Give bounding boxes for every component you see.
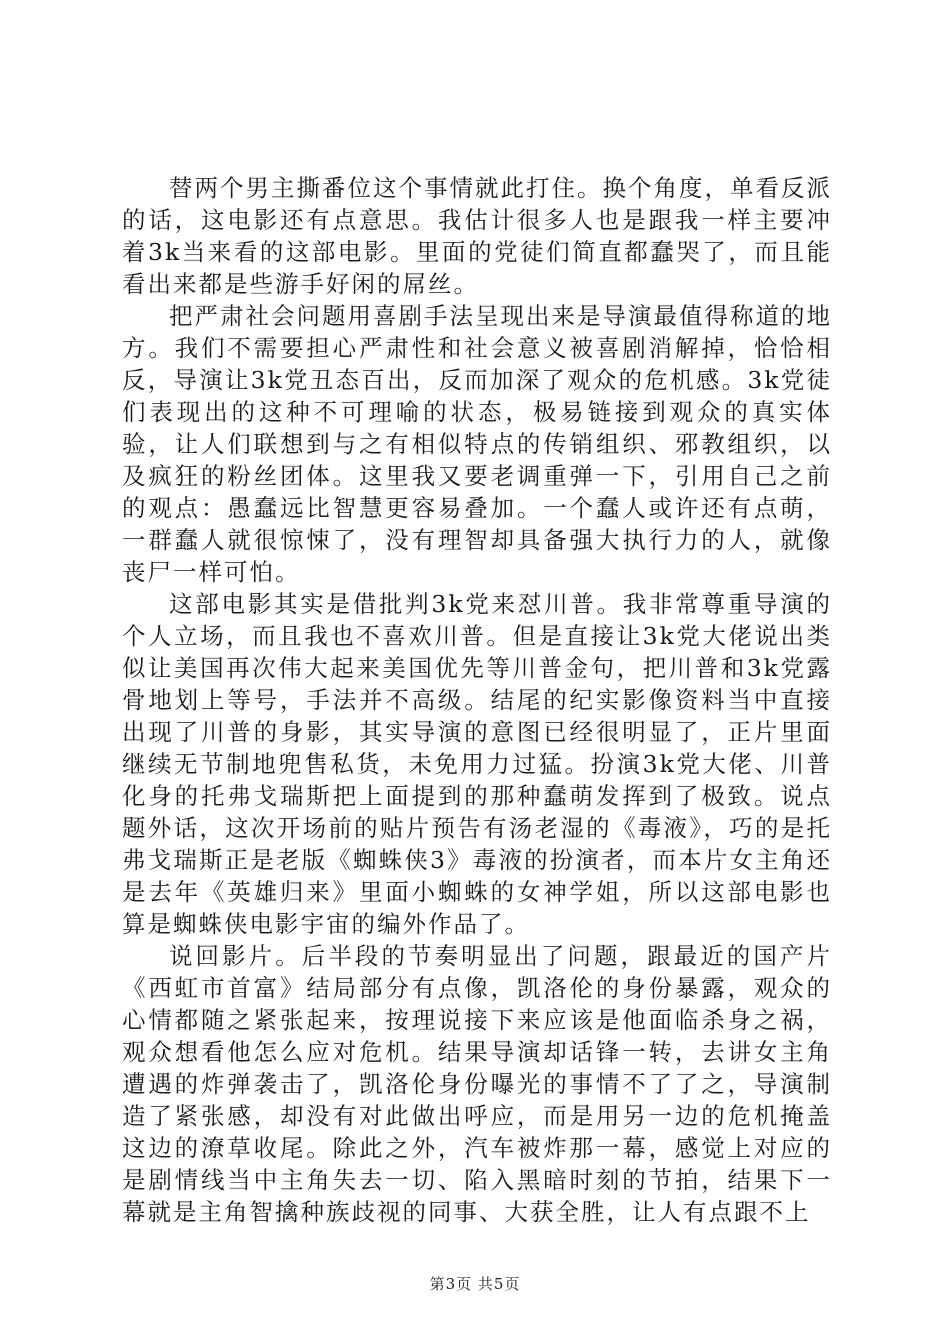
body-text — [122, 172, 832, 1228]
paragraph-4: 说回影片。后半段的节奏明显出了问题，跟最近的国产片《西虹市首富》结局部分有点像，凯洛伦的身份暴露，观众的心情都随之紧张起来，按理说接下来应该是他面临杀身之祸，观众想看他怎么应对危机。结果导演却话锋一转，去讲女主角遭遇的炸弹袭击了，凯洛伦身份曝光的事情不了了之，导演制造了紧张感，却没有对此做出呼应，而是用另一边的危机掩盖这边的潦草收尾。除此之外，汽车被炸那一幕，感觉上对应的是剧情线当中主角失去一切、陷入黑暗时刻的节拍，结果下一幕就是主角智擒种族歧视的同事、大获全胜，让人有点跟不上 — [122, 942, 832, 1226]
page-footer: 第3页 共5页 — [429, 1275, 521, 1293]
paragraph-2: 把严肃社会问题用喜剧手法呈现出来是导演最值得称道的地方。我们不需要担心严肃性和社会意义被喜剧消解掉，恰恰相反，导演让3k党丑态百出，反而加深了观众的危机感。3k党徒们表现出的这种不可理喻的状态，极易链接到观众的真实体验，让人们联想到与之有相似特点的传销组织、邪教组织，以及疯狂的粉丝团体。这里我又要老调重弹一下，引用自己之前的观点：愚蠢远比智慧更容易叠加。一个蠢人或许还有点萌，一群蠢人就很惊悚了，没有理智却具备强大执行力的人，就像丧尸一样可怕。 — [122, 302, 832, 586]
paragraph-3: 这部电影其实是借批判3k党来怼川普。我非常尊重导演的个人立场，而且我也不喜欢川普。但是直接让3k党大佬说出类似让美国再次伟大起来美国优先等川普金句，把川普和3k党露骨地划上等号，手法并不高级。结尾的纪实影像资料当中直接出现了川普的身影，其实导演的意图已经很明显了，正片里面继续无节制地兜售私货，未免用力过猛。扮演3k党大佬、川普化身的托弗戈瑞斯把上面提到的那种蠢萌发挥到了极致。说点题外话，这次开场前的贴片预告有汤老湿的《毒液》，巧的是托弗戈瑞斯正是老版《蜘蛛侠3》毒液的扮演者，而本片女主角还是去年《英雄归来》里面小蜘蛛的女神学姐，所以这部电影也算是蜘蛛侠电影宇宙的编外作品了。 — [122, 590, 832, 938]
paragraph-1: 替两个男主撕番位这个事情就此打住。换个角度，单看反派的话，这电影还有点意思。我估计很多人也是跟我一样主要冲着3k当来看的这部电影。里面的党徒们简直都蠢哭了，而且能看出来都是些游手好闲的屌丝。 — [122, 174, 832, 298]
